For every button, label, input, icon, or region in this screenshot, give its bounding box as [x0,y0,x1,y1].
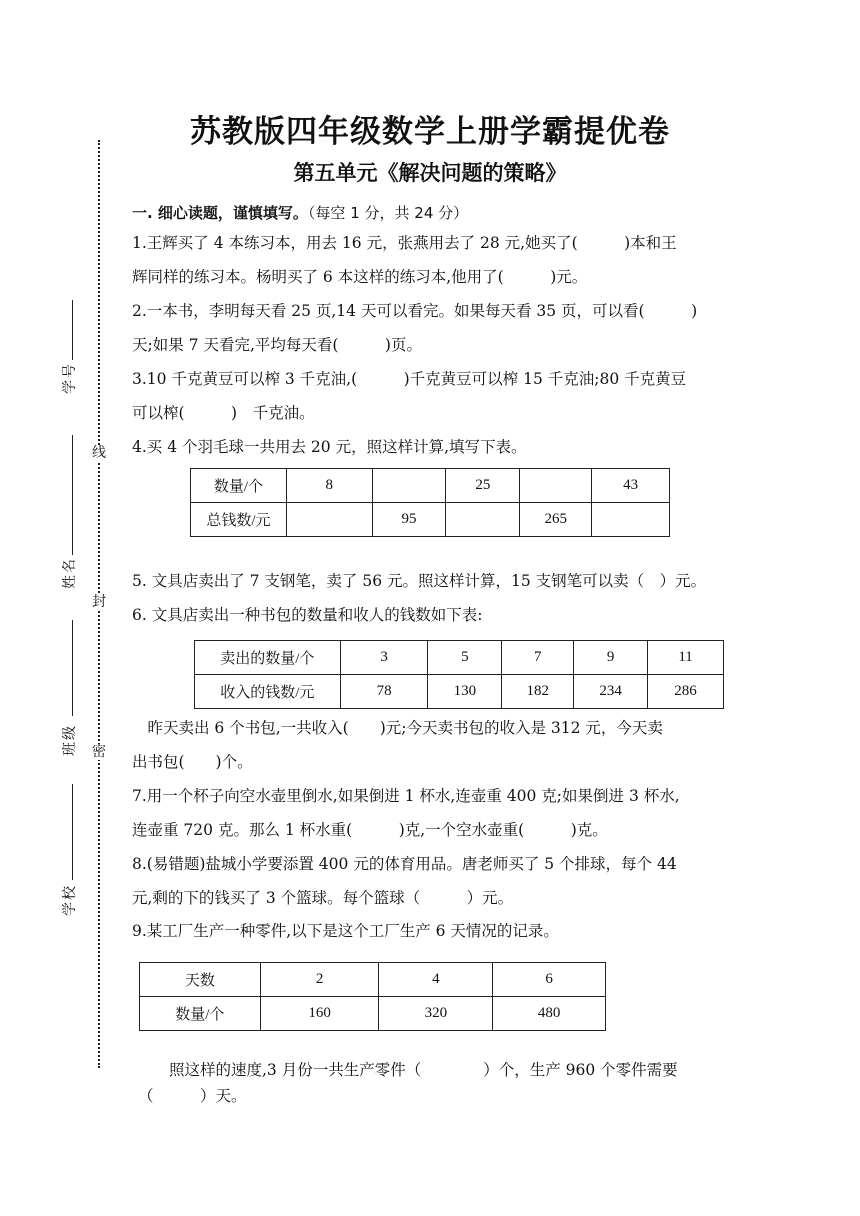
field-label-class: 班级 [62,724,78,756]
table-cell: 数量/个 [191,469,287,503]
section-score-note: （每空 1 分，共 24 分） [307,204,469,222]
question-2 [132,294,732,362]
question-6-follow [132,711,732,779]
table-cell-blank[interactable] [592,503,670,537]
table-cell-blank[interactable] [446,503,520,537]
question-line: 6. 文具店卖出一种书包的数量和收人的钱数如下表: [132,606,483,624]
table-cell-blank[interactable] [372,469,446,503]
field-label-name: 姓名 [62,557,78,589]
question-line: 5. 文具店卖出了 7 支钢笔，卖了 56 元。照这样计算，15 支钢笔可以卖（ ）元。 [132,572,707,590]
question-9-follow [138,1053,738,1113]
question-6 [132,598,732,632]
table-cell: 78 [340,675,428,709]
table-cell: 234 [574,675,648,709]
question-line: 1.王辉买了 4 本练习本，用去 16 元，张燕用去了 28 元,她买了( )本和王 [132,234,677,252]
question-line: 元,剩的下的钱买了 3 个篮球。每个篮球（ ）元。 [132,889,514,907]
table-row [195,641,724,675]
table-cell: 7 [502,641,574,675]
table-cell: 160 [260,997,379,1031]
field-underline [72,620,73,716]
table-cell: 25 [446,469,520,503]
table-cell: 6 [493,963,606,997]
table-cell: 130 [428,675,502,709]
field-underline [72,435,73,555]
table-cell-blank[interactable] [520,469,592,503]
field-label-school: 学校 [62,884,78,916]
table-row [195,675,724,709]
question-line: 9.某工厂生产一种零件,以下是这个工厂生产 6 天情况的记录。 [132,922,559,940]
question-line: 3.10 千克黄豆可以榨 3 千克油,( )千克黄豆可以榨 15 千克油;80 千克黄豆 [132,370,687,388]
table-cell: 9 [574,641,648,675]
table-cell: 11 [648,641,724,675]
table-cell: 卖出的数量/个 [195,641,341,675]
table-row [140,963,606,997]
table-cell: 265 [520,503,592,537]
field-underline [72,300,73,360]
question-line: 可以榨( ) 千克油。 [132,404,315,422]
question-line: 天;如果 7 天看完,平均每天看( )页。 [132,336,422,354]
section-heading-text: 一. 细心读题，谨慎填写。 [132,204,308,222]
table-cell: 5 [428,641,502,675]
table-cell: 2 [260,963,379,997]
binding-char-xian: 线 [92,445,106,461]
table-cell: 182 [502,675,574,709]
page-title: 苏教版四年级数学上册学霸提优卷 [190,114,670,150]
section-heading [132,202,468,223]
question-line: 8.(易错题)盐城小学要添置 400 元的体育用品。唐老师买了 5 个排球，每个 44 [132,855,677,873]
binding-char-mi: 密 [92,744,106,760]
table-row [191,503,670,537]
table-row [140,997,606,1031]
question-line: 4.买 4 个羽毛球一共用去 20 元，照这样计算,填写下表。 [132,438,527,456]
question-1 [132,226,732,294]
question-line: 7.用一个杯子向空水壶里倒水,如果倒进 1 杯水,连壶重 400 克;如果倒进 3 杯水, [132,787,680,805]
field-underline [72,784,73,880]
question-line: （ ）天。 [138,1087,247,1105]
question-line: 照这样的速度,3 月份一共生产零件（ ）个，生产 960 个零件需要 [138,1061,678,1079]
page-subtitle: 第五单元《解决问题的策略》 [293,161,567,185]
question-9 [132,914,732,948]
question-line: 2.一本书，李明每天看 25 页,14 天可以看完。如果每天看 35 页，可以看( ) [132,302,698,320]
table-cell: 3 [340,641,428,675]
question-line: 连壶重 720 克。那么 1 杯水重( )克,一个空水壶重( )克。 [132,821,608,839]
table-cell: 收入的钱数/元 [195,675,341,709]
question-7 [132,779,732,847]
table-cell: 480 [493,997,606,1031]
table-cell: 95 [372,503,446,537]
question-3 [132,362,732,430]
table-cell: 总钱数/元 [191,503,287,537]
question-4 [132,430,732,464]
question-8 [132,847,732,915]
table-q6 [194,640,724,709]
binding-char-feng: 封 [92,594,106,610]
table-cell: 43 [592,469,670,503]
table-cell: 320 [379,997,493,1031]
table-cell-blank[interactable] [286,503,372,537]
table-cell: 数量/个 [140,997,261,1031]
question-line: 昨天卖出 6 个书包,一共收入( )元;今天卖书包的收入是 312 元，今天卖 [132,719,663,737]
table-cell: 286 [648,675,724,709]
question-line: 辉同样的练习本。杨明买了 6 本这样的练习本,他用了( )元。 [132,268,588,286]
table-cell: 8 [286,469,372,503]
table-q4 [190,468,670,537]
table-row [191,469,670,503]
table-q9 [139,962,606,1031]
table-cell: 天数 [140,963,261,997]
question-5 [132,564,732,598]
field-label-student-number: 学号 [62,362,78,394]
question-line: 出书包( )个。 [132,753,253,771]
table-cell: 4 [379,963,493,997]
